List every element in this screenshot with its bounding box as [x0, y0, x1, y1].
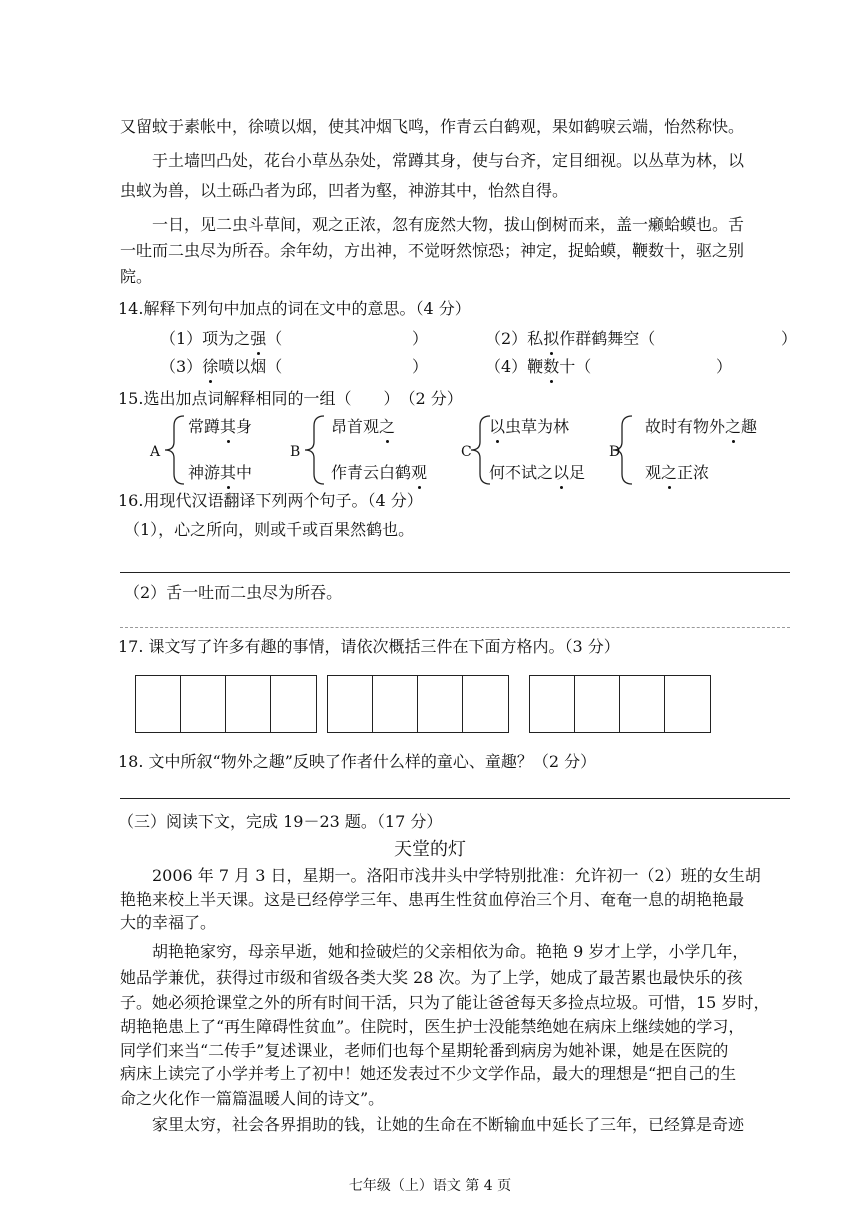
option-b-2: 作青云白鹤观: [331, 463, 428, 482]
option-c-1: 以虫草为林: [489, 417, 570, 436]
option-c-2: 何不试之以足: [489, 463, 586, 482]
translate-sentence-2: （2）舌一吐而二虫尽为所吞。: [124, 583, 343, 602]
passage-line: 院。: [120, 267, 153, 286]
q14-item-2: （2）私拟作群鹤舞空（: [485, 329, 656, 348]
answer-grid-3[interactable]: [529, 675, 711, 733]
q14-close: ）: [412, 329, 429, 348]
article-line: 大的幸福了。: [120, 913, 217, 932]
option-b-1: 昂首观之: [331, 417, 396, 436]
passage-line: 于土墙凹凸处，花台小草丛杂处，常蹲其身，使与台齐，定目细视。以丛草为林，以: [152, 151, 745, 170]
q14-close: ）: [781, 329, 798, 348]
question-18-stem: 18. 文中所叙“物外之趣”反映了作者什么样的童心、童趣？（2 分）: [118, 752, 597, 771]
article-line: 2006 年 7 月 3 日，星期一。洛阳市浅井头中学特别批准：允许初一（2）班的女生胡: [152, 866, 761, 885]
option-d-2: 观之正浓: [645, 463, 710, 482]
section-heading: （三）阅读下文，完成 19－23 题。（17 分）: [118, 812, 443, 831]
brace-icon: [162, 414, 186, 486]
option-label-a: A: [150, 444, 161, 460]
dotted-word: 徐: [202, 357, 219, 376]
passage-line: 又留蚊于素帐中，徐喷以烟，使其冲烟飞鸣，作青云白鹤观，果如鹤唳云端，怡然称快。: [120, 117, 745, 136]
dotted-word: 观: [411, 463, 428, 482]
article-line: 家里太穷，社会各界捐助的钱，让她的生命在不断输血中延长了三年，已经算是奇迹: [152, 1115, 745, 1134]
article-line: 胡艳艳家穷，母亲早逝，她和捡破烂的父亲相依为命。艳艳 9 岁才上学，小学几年，: [152, 942, 749, 961]
q14-close: ）: [412, 357, 429, 376]
article-line: 病床上读完了小学并考上了初中！她还发表过不少文学作品，最大的理想是“把自己的生: [120, 1064, 737, 1083]
article-line: 她品学兼优，获得过市级和省级各类大奖 28 次。为了上学，她成了最苦累也最快乐的孩: [120, 968, 743, 987]
answer-line: [120, 627, 790, 628]
dotted-word: 以: [553, 463, 570, 482]
article-line: 子。她必须抢课堂之外的所有时间干活，只为了能让爸爸每天多捡点垃圾。可惜，15 岁时，: [120, 993, 770, 1012]
article-title: 天堂的灯: [394, 839, 466, 860]
option-a-1: 常蹲其身: [188, 417, 253, 436]
q14-item-4: （4）鞭数十（: [485, 357, 592, 376]
article-line: 胡艳艳患上了“再生障碍性贫血”。住院时，医生护士没能禁绝她在病床上继续她的学习，: [120, 1017, 745, 1036]
option-label-b: B: [290, 444, 301, 460]
article-line: 艳艳来校上半天课。这是已经停学三年、患再生性贫血停治三个月、奄奄一息的胡艳艳最: [120, 890, 745, 909]
passage-line: 一日，见二虫斗草间，观之正浓，忽有庞然大物，拔山倒树而来，盖一癞蛤蟆也。舌: [152, 215, 745, 234]
article-line: 同学们来当“二传手”复述课业，老师们也每个星期轮番到病房为她补课，她是在医院的: [120, 1041, 729, 1060]
option-a-2: 神游其中: [188, 463, 253, 482]
q14-item-3: （3）徐喷以烟（: [160, 357, 283, 376]
option-label-d: D: [609, 444, 621, 460]
question-14-stem: 14.解释下列句中加点的词在文中的意思。（4 分）: [118, 299, 471, 318]
dotted-word: 之: [379, 417, 396, 436]
dotted-word: 数: [543, 357, 560, 376]
passage-line: 虫蚁为兽，以土砾凸者为邱，凹者为壑，神游其中，怡然自得。: [120, 181, 569, 200]
answer-grid-1[interactable]: [135, 675, 317, 733]
option-d-1: 故时有物外之趣: [645, 417, 758, 436]
question-15-stem: 15.选出加点词解释相同的一组（ ） （2 分）: [118, 389, 463, 408]
question-16-stem: 16.用现代汉语翻译下列两个句子。（4 分）: [118, 491, 423, 510]
dotted-word: 之: [661, 463, 678, 482]
dotted-word: 强: [250, 329, 267, 348]
q14-close: ）: [716, 357, 733, 376]
dotted-word: 以: [489, 417, 506, 436]
option-label-c: C: [461, 444, 472, 460]
page-footer: 七年级（上）语文 第 4 页: [348, 1178, 512, 1194]
dotted-word: 其: [220, 417, 237, 436]
q14-item-1: （1）项为之强（: [160, 329, 283, 348]
question-17-stem: 17. 课文写了许多有趣的事情，请依次概括三件在下面方格内。（3 分）: [118, 637, 620, 656]
dotted-word: 之: [725, 417, 742, 436]
dotted-word: 拟: [543, 329, 560, 348]
answer-grid-2[interactable]: [327, 675, 509, 733]
brace-icon: [302, 414, 326, 486]
article-line: 命之火化作一篇篇温暖人间的诗文”。: [120, 1089, 385, 1108]
translate-sentence-1: （1），心之所向，则或千或百果然鹤也。: [124, 520, 415, 539]
answer-line: [120, 798, 790, 799]
passage-line: 一吐而二虫尽为所吞。余年幼，方出神，不觉呀然惊恐；神定，捉蛤蟆，鞭数十，驱之别: [120, 241, 745, 260]
answer-line: [120, 572, 790, 573]
dotted-word: 其: [220, 463, 237, 482]
